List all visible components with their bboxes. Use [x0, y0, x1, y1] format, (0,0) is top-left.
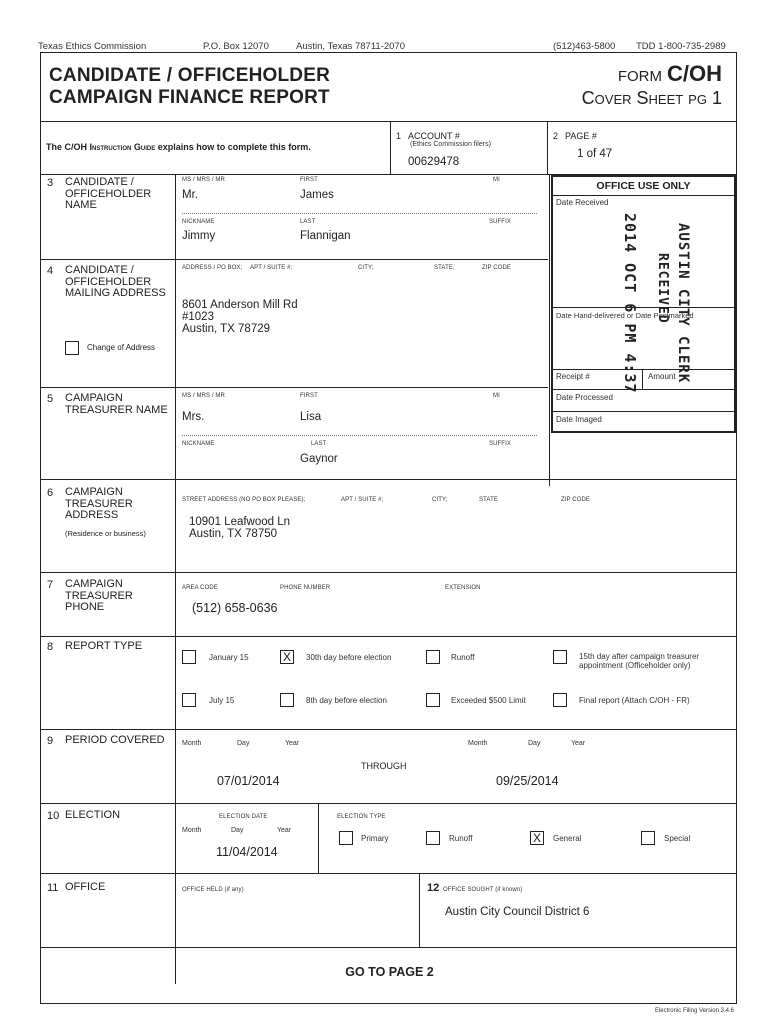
s6-label: CAMPAIGN TREASURER ADDRESS — [65, 486, 133, 521]
period-through: THROUGH — [361, 761, 407, 771]
change-of-address-checkbox[interactable] — [65, 341, 79, 355]
office-use-title: OFFICE USE ONLY — [596, 180, 691, 192]
treasurer-address-line2[interactable]: Austin, TX 78750 — [189, 528, 278, 540]
treasurer-phone[interactable]: (512) 658-0636 — [192, 601, 278, 615]
agency-name: Texas Ethics Commission — [38, 41, 147, 52]
s8-label: REPORT TYPE — [65, 640, 143, 652]
form-code — [618, 63, 722, 88]
report-exceeded-limit-checkbox[interactable] — [426, 693, 440, 707]
s7-label: CAMPAIGN TREASURER PHONE — [65, 578, 133, 613]
candidate-prefix[interactable]: Mr. — [182, 189, 198, 201]
treasurer-address-line1[interactable]: 10901 Leafwood Ln — [189, 516, 291, 528]
cover-sheet-label — [582, 87, 722, 109]
page-label: PAGE # — [565, 131, 597, 141]
s6-sublabel: (Residence or business) — [65, 529, 146, 538]
cover-sheet-text: Cover Sheet pg — [581, 88, 707, 108]
candidate-last-name[interactable]: Flannigan — [300, 230, 351, 242]
received-stamp-office: AUSTIN CITY CLERK — [675, 223, 691, 384]
form-title-line1: CANDIDATE / OFFICEHOLDER — [49, 65, 330, 86]
account-number[interactable]: 00629478 — [408, 156, 460, 168]
s10-label: ELECTION — [65, 809, 121, 821]
report-8th-day-checkbox[interactable] — [280, 693, 294, 707]
election-general-checkbox[interactable]: X — [530, 831, 544, 845]
s9-label: PERIOD COVERED — [65, 734, 165, 746]
candidate-address-line3[interactable]: Austin, TX 78729 — [182, 323, 271, 335]
report-jul15-checkbox[interactable] — [182, 693, 196, 707]
agency-tdd: TDD 1-800-735-2989 — [636, 41, 726, 52]
change-of-address-label: Change of Address — [87, 343, 156, 352]
candidate-address-line1[interactable]: 8601 Anderson Mill Rd — [182, 299, 298, 311]
report-30th-day-checkbox[interactable]: X — [280, 650, 294, 664]
s11-label: OFFICE — [65, 881, 106, 893]
election-primary-checkbox[interactable] — [339, 831, 353, 845]
form-title-line2: CAMPAIGN FINANCE REPORT — [49, 87, 330, 108]
treasurer-first-name[interactable]: Lisa — [300, 411, 322, 423]
candidate-nickname[interactable]: Jimmy — [182, 230, 216, 242]
filing-version: Electronic Filing Version 3.4.6 — [654, 1008, 734, 1014]
treasurer-last-name[interactable]: Gaynor — [300, 453, 338, 465]
s3-label: CANDIDATE / OFFICEHOLDER NAME — [65, 176, 152, 211]
cover-sheet-form: CANDIDATE / OFFICEHOLDER CAMPAIGN FINANCE REPORT FORM C/OH Cover Sheet pg 1 The C/OH Instruction Guide explains how to complete this form. 1 ACCOUNT # (Ethics Commission filers) 00629478 2 PAGE # 1 of 47 3 CANDIDATE / OFFICEHOLDER NAME MS / MRS / MR FIRST MI Mr. James NICKNAME LAST SUFFIX Jimmy Flannigan OFFICE USE ONLY Date Received 2014 OCT 6 PM 4:37 AUSTIN CITY CLERK RECEIVED Date Hand-delivered or Date Postmarked Receipt # Amount Date Processed Date Imaged 4 CANDIDATE / OFFICEHOLDER MAILING ADDRESS ADDRESS / PO BOX; APT / SUITE #; CITY; STATE; ZIP CODE 8601 Anderson Mill Rd #1023 Austin, TX 78729 Change of Address 5 CAMPAIGN TREASURER NAME MS / MRS / MR FIRST MI Mrs. Lisa NICKNAME LAST SUFFIX Gaynor 6 CAMPAIGN TREASURER ADDRESS (Residence or business) STREET ADDRESS (NO PO BOX PLEASE); APT / SUITE #; CITY; STATE ZIP CODE 10901 Leafwood Ln Austin, TX 78750 7 CAMPAIGN TREASURER PHONE AREA CODE PHONE NUMBER EXTENSION (512) 658-0636 8 REPORT TYPE January 15 X 30th day before election Runoff 15th day after campaign treasurer appointment (Officeholder only) July 15 8th day before election Exceeded $500 Limit Final report (Attach C/OH - FR) 9 PERIOD COVERED Month Day Year 07/01/2014 THROUGH Month Day Year 09/25/2014 10 ELECTION ELECTION DATE Month Day Year 11/04/2014 ELECTION TYPE Primary Runoff X General Special 11 OFFICE OFFICE HELD (if any) 12 OFFICE SOUGHT (if known) Austin City Council District 6 GO TO PAGE 2 — [40, 52, 737, 1004]
report-jan15-checkbox[interactable] — [182, 650, 196, 664]
report-runoff-checkbox[interactable] — [426, 650, 440, 664]
period-to-date[interactable]: 09/25/2014 — [496, 774, 559, 788]
candidate-first-name[interactable]: James — [300, 189, 334, 201]
s4-label: CANDIDATE / OFFICEHOLDER MAILING ADDRESS — [65, 264, 166, 299]
cover-sheet-page: 1 — [711, 88, 722, 108]
election-special-checkbox[interactable] — [641, 831, 655, 845]
instruction-text: The C/OH Instruction Guide explains how to complete this form. — [46, 142, 311, 152]
received-stamp-label: RECEIVED — [655, 253, 670, 324]
report-final-checkbox[interactable] — [553, 693, 567, 707]
page-number[interactable]: 1 of 47 — [577, 148, 613, 160]
agency-pobox: P.O. Box 12070 — [203, 41, 269, 52]
election-runoff-checkbox[interactable] — [426, 831, 440, 845]
form-prefix: FORM — [617, 68, 662, 85]
go-to-page-2: GO TO PAGE 2 — [345, 965, 434, 979]
period-from-date[interactable]: 07/01/2014 — [217, 774, 280, 788]
election-date[interactable]: 11/04/2014 — [216, 845, 278, 859]
s5-label: CAMPAIGN TREASURER NAME — [65, 392, 168, 416]
received-stamp-date: 2014 OCT 6 PM 4:37 — [621, 213, 639, 394]
agency-phone: (512)463-5800 — [553, 41, 616, 52]
account-sublabel: (Ethics Commission filers) — [410, 141, 491, 148]
agency-city: Austin, Texas 78711-2070 — [296, 41, 405, 52]
candidate-address-line2[interactable]: #1023 — [182, 311, 214, 323]
office-sought[interactable]: Austin City Council District 6 — [445, 906, 590, 918]
report-15th-day-checkbox[interactable] — [553, 650, 567, 664]
form-code-value: C/OH — [667, 61, 722, 86]
treasurer-prefix[interactable]: Mrs. — [182, 411, 205, 423]
account-label: ACCOUNT # — [408, 131, 460, 141]
